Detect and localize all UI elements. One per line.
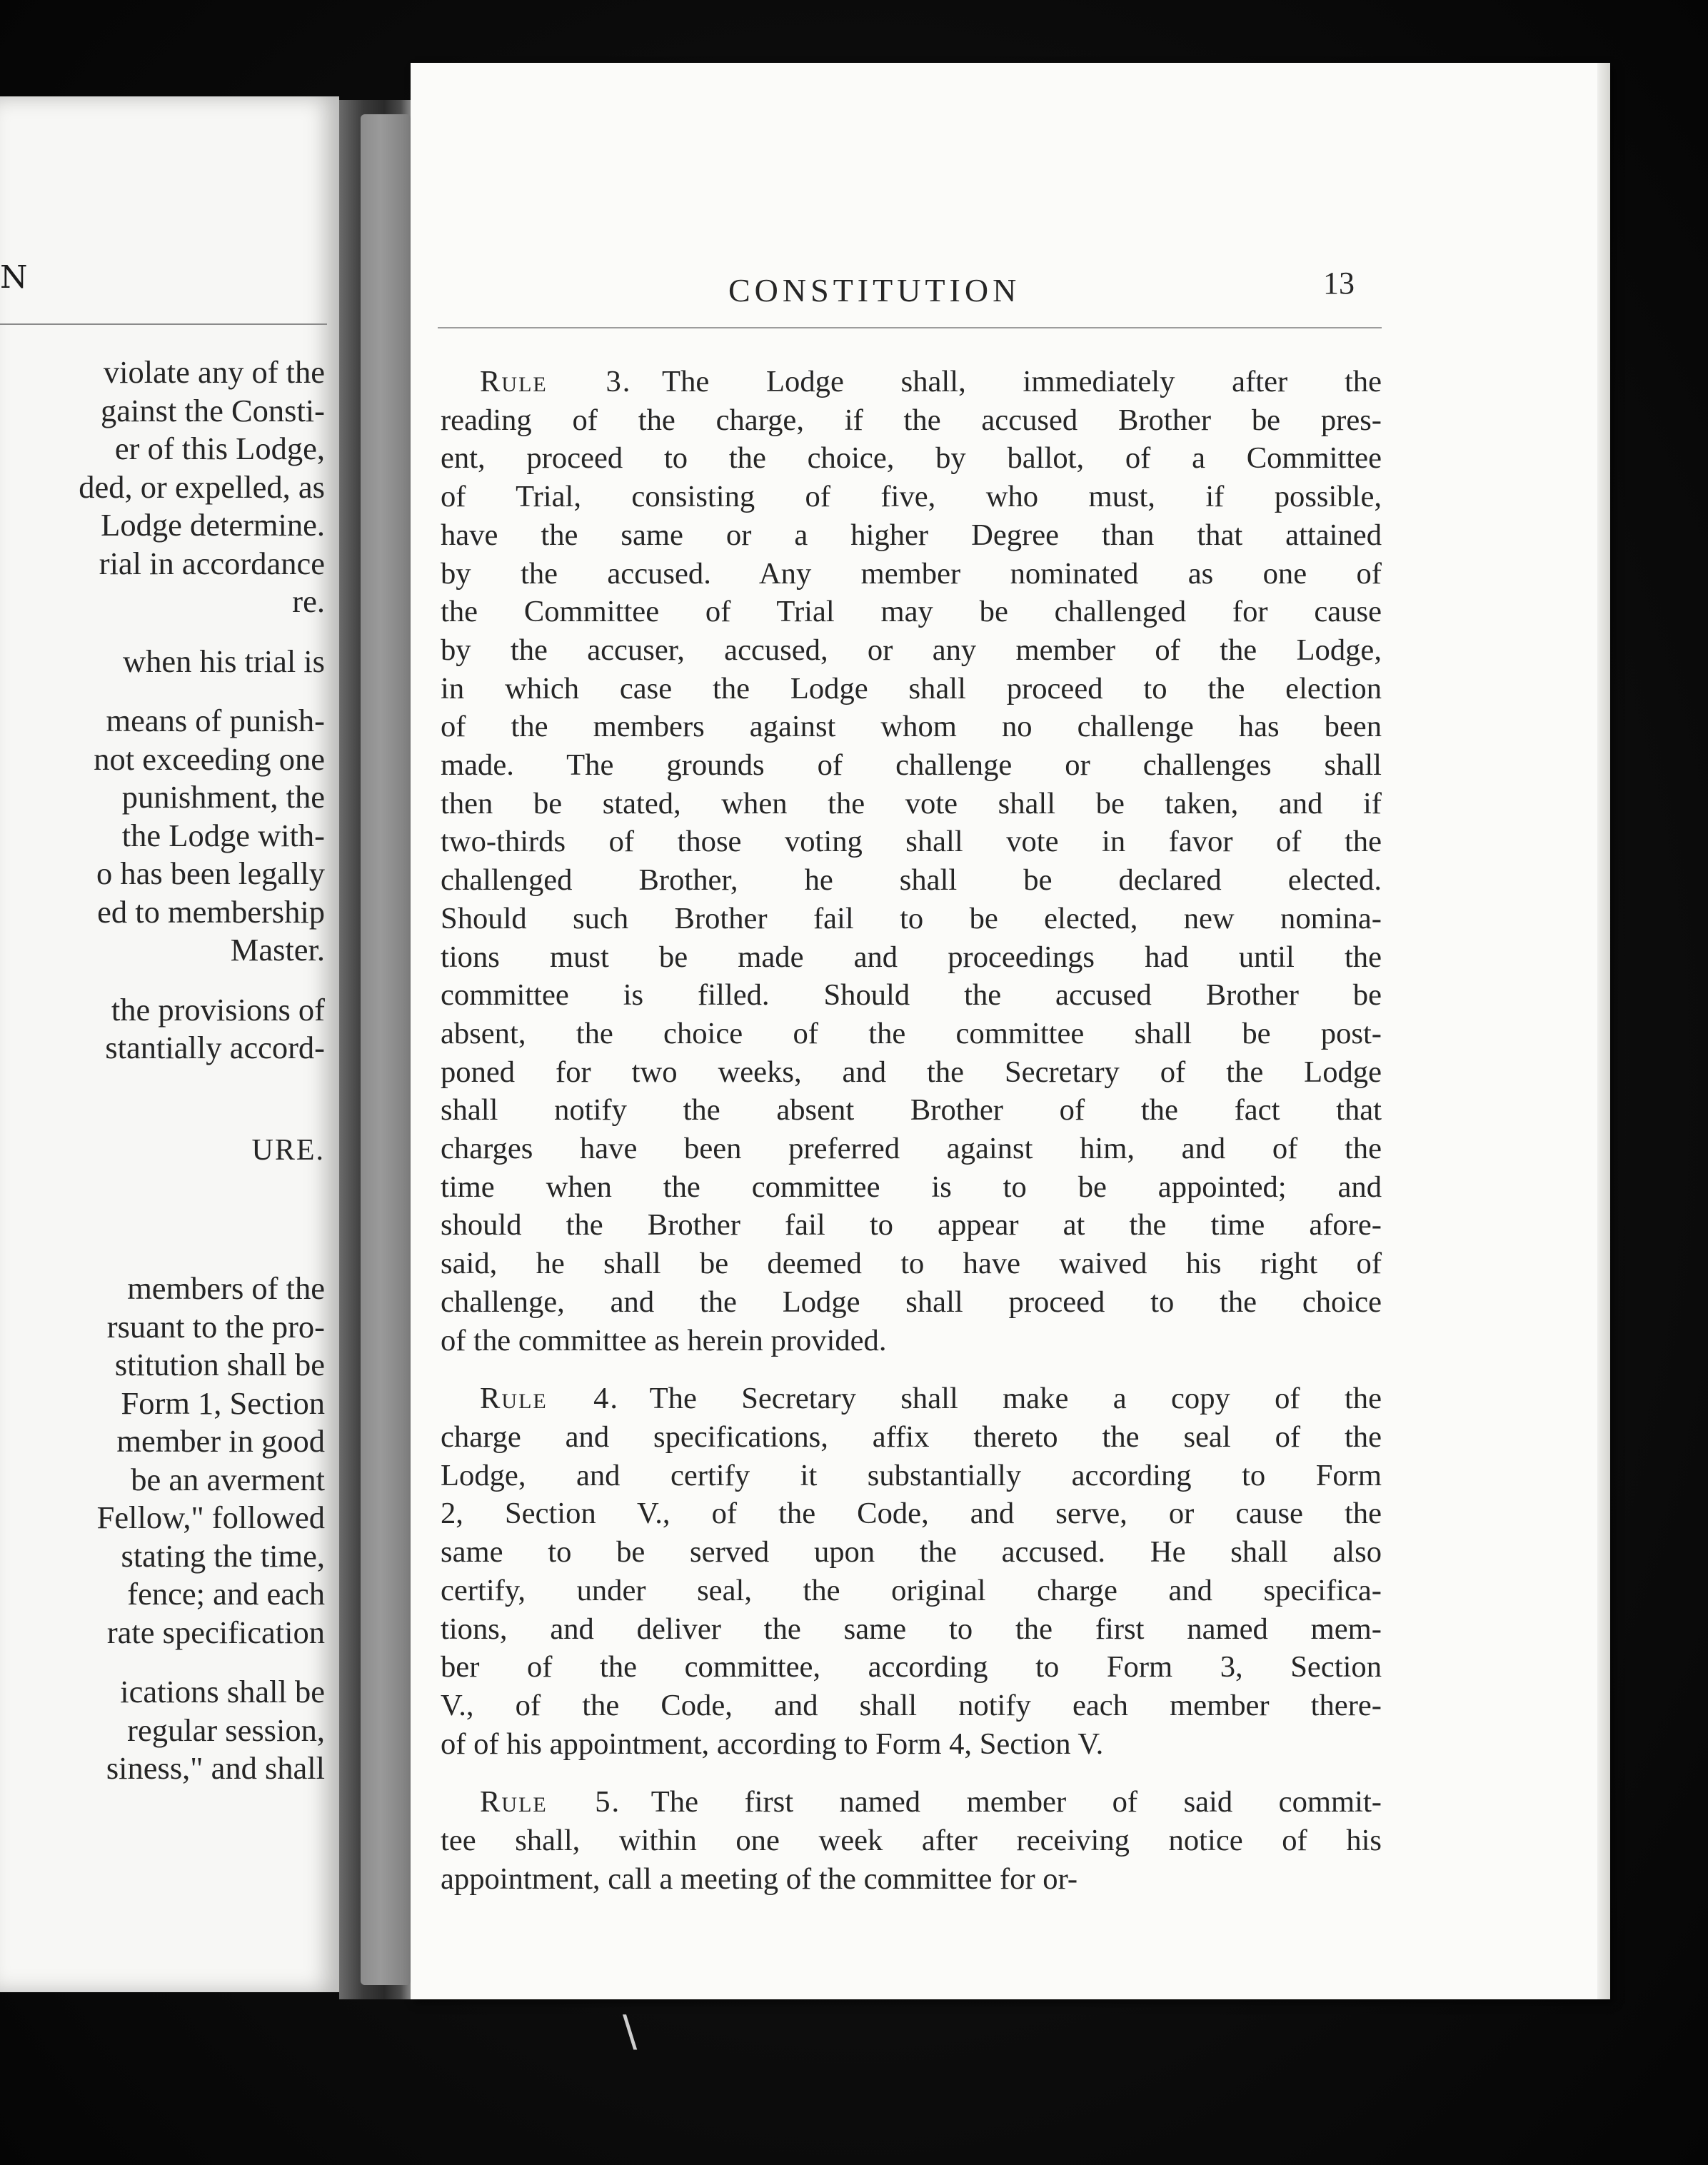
left-text-line: when his trial is [122,643,325,679]
text-line: of the committee as herein provided. [441,1323,887,1357]
left-text-line: URE. [251,1133,325,1167]
paragraph-gap [441,1763,1382,1783]
text-line: tee shall, within one week after receiving notice of his [441,1824,1382,1858]
left-text-line: members of the [127,1270,325,1306]
text-line: made. The grounds of challenge or challenges shall [441,748,1382,783]
scan-mark: \ [623,2006,638,2056]
text-line: by the accuser, accused, or any member of the Lodge, [441,633,1382,667]
text-line: absent, the choice of the committee shall be post- [441,1016,1382,1050]
left-paragraph-gap [0,680,325,702]
text-line [441,1783,1382,1822]
left-text-line: punishment, the [121,779,325,815]
scan-edge-noise [29,6,1671,56]
text-line-content: The Lodge shall, immediately after the [662,365,1382,398]
text-line: reading of the charge, if the accused Brother be pres- [441,403,1382,437]
text-line [441,363,1382,401]
left-text-line: means of punish- [106,703,325,738]
left-text-line: Lodge determine. [101,507,325,543]
text-line [441,1380,1382,1418]
text-line: shall notify the absent Brother of the fact that [441,1093,1382,1127]
text-line-content: The first named member of said commit- [650,1785,1382,1819]
text-line: ent, proceed to the choice, by ballot, of a Committee [441,441,1382,476]
text-line: tions must be made and proceedings had until the [441,940,1382,974]
left-text-line: violate any of the [103,354,325,390]
rule-paragraph [441,1783,1382,1898]
text-line: of the members against whom no challenge has been [441,710,1382,744]
text-line: certify, under seal, the original charge and specifica- [441,1573,1382,1607]
text-line: the Committee of Trial may be challenged for cause [441,595,1382,629]
text-line: tions, and deliver the same to the first named mem- [441,1612,1382,1646]
text-line: poned for two weeks, and the Secretary of the Lodge [441,1055,1382,1089]
text-line: time when the committee is to be appointed; and [441,1170,1382,1204]
rule-paragraph [441,363,1382,1360]
left-text-line: ded, or expelled, as [79,468,325,505]
left-text-line: siness," and shall [106,1750,325,1786]
text-line: should the Brother fail to appear at the time afore- [441,1208,1382,1242]
left-text-line: ed to membership [97,893,325,930]
text-line: Lodge, and certify it substantially according to Form [441,1458,1382,1492]
left-text-line: Form 1, Section [121,1385,325,1421]
head-rule [438,327,1382,328]
text-line: Should such Brother fail to be elected, new nomina- [441,901,1382,935]
right-page-body [441,363,1382,1898]
right-page [411,63,1610,1999]
text-line: same to be served upon the accused. He shall also [441,1535,1382,1569]
left-head-rule [0,323,327,325]
left-text-line: er of this Lodge, [114,431,325,466]
left-page-text [0,353,325,1788]
left-page [0,96,339,1992]
left-paragraph-gap [0,1248,325,1270]
left-text-line: not exceeding one [94,740,325,777]
left-text-line: rate specification [106,1614,325,1650]
left-text-line: Fellow," followed [96,1500,325,1535]
text-line: V., of the Code, and shall notify each member there- [441,1688,1382,1722]
text-line: by the accused. Any member nominated as one of [441,556,1382,591]
book-spine-band [361,114,411,1985]
text-line: then be stated, when the vote shall be taken, and if [441,786,1382,820]
text-line: committee is filled. Should the accused Brother be [441,978,1382,1013]
text-line: ber of the committee, according to Form 3, Section [441,1650,1382,1684]
left-text-line: re. [292,583,325,619]
text-line: have the same or a higher Degree than that attained [441,518,1382,552]
left-paragraph-gap [0,1068,325,1089]
left-text-line: stating the time, [121,1537,325,1574]
left-text-line: be an averment [131,1461,325,1497]
rule-label: Rule 5. [480,1785,621,1819]
left-paragraph-gap [0,970,325,991]
left-text-line: fence; and each [127,1576,325,1612]
text-line: of Trial, consisting of five, who must, if possible, [441,480,1382,514]
left-paragraph-gap [0,621,325,643]
rule-paragraph [441,1380,1382,1763]
left-paragraph-gap [0,1652,325,1673]
text-line: of of his appointment, according to Form 4, Section V. [441,1727,1104,1761]
text-line: 2, Section V., of the Code, and serve, or cause the [441,1497,1382,1531]
text-line: in which case the Lodge shall proceed to the election [441,671,1382,705]
left-text-line: the provisions of [111,991,325,1028]
text-line: said, he shall be deemed to have waived his right of [441,1247,1382,1281]
rule-label: Rule 4. [480,1382,620,1416]
paragraph-gap [441,1360,1382,1380]
left-text-line: o has been legally [96,855,325,891]
left-text-line: stitution shall be [114,1347,325,1382]
left-text-line: rsuant to the pro- [106,1308,325,1345]
running-head: CONSTITUTION [728,272,1021,308]
left-text-line: the Lodge with- [121,817,325,853]
text-line: appointment, call a meeting of the committee for or- [441,1862,1078,1896]
text-line: challenged Brother, he shall be declared elected. [441,863,1382,898]
text-line: charges have been preferred against him, and of the [441,1132,1382,1166]
rule-label: Rule 3. [480,365,632,398]
left-text-line: gainst the Consti- [101,392,325,428]
left-text-line: Master. [230,932,325,968]
text-line-content: The Secretary shall make a copy of the [649,1382,1382,1416]
left-text-line: stantially accord- [105,1030,325,1065]
text-line: challenge, and the Lodge shall proceed to the choice [441,1285,1382,1319]
left-text-line: ications shall be [120,1674,325,1709]
page-number: 13 [1323,266,1355,301]
left-text-line: member in good [116,1423,325,1459]
left-running-head-fragment: N [0,259,28,296]
left-text-line: regular session, [127,1712,325,1748]
text-line: two-thirds of those voting shall vote in favor of the [441,825,1382,859]
left-text-line: rial in accordance [99,545,325,581]
text-line: charge and specifications, affix thereto the seal of the [441,1420,1382,1454]
